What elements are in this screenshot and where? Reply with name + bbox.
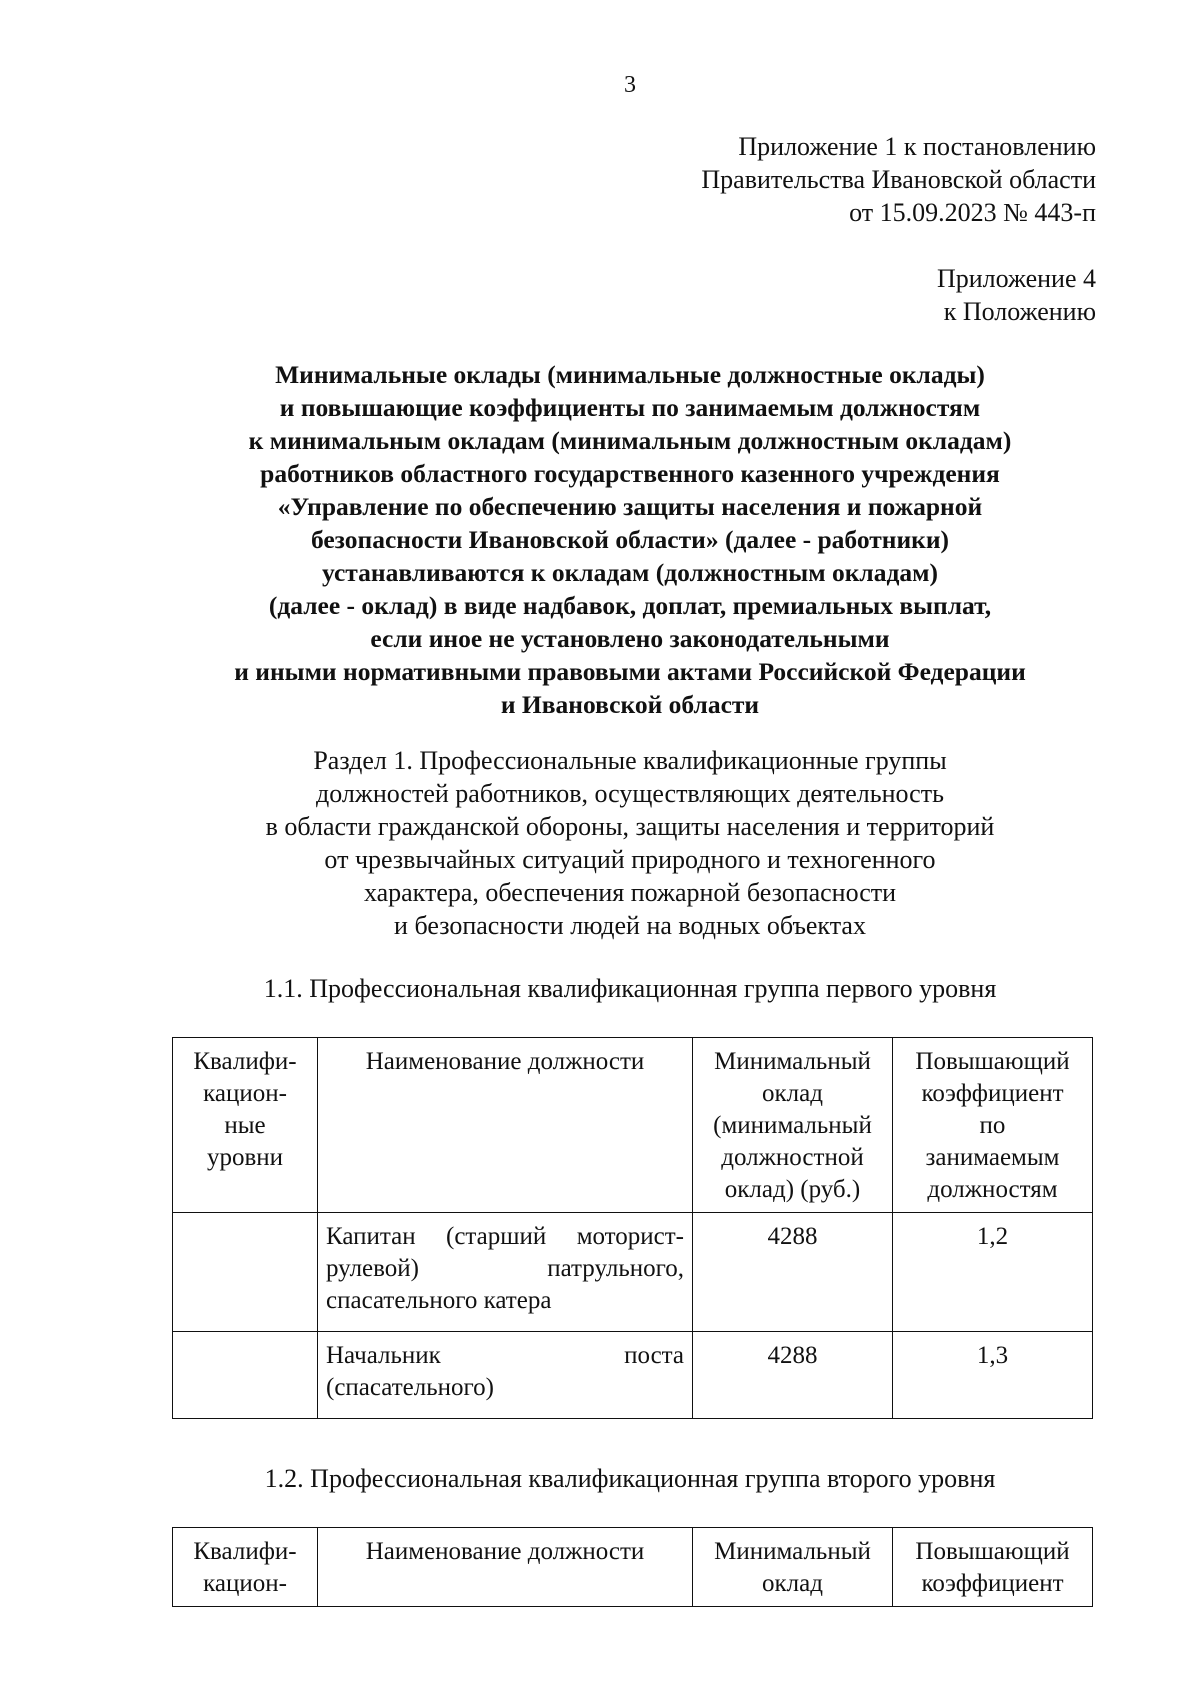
header-text: занимаемым	[925, 1144, 1060, 1171]
header-position	[318, 1528, 693, 1607]
table-row	[173, 1332, 1093, 1419]
title-line: работников областного государственного казенного учреждения	[260, 459, 1000, 488]
title-line: к минимальным окладам (минимальным должностным окладам)	[248, 426, 1012, 455]
header-text: по	[979, 1112, 1006, 1139]
appendix-1-reference	[701, 130, 1096, 229]
header-text: Минимальный	[714, 1538, 871, 1565]
position-word: Капитан	[326, 1223, 416, 1250]
page-number: 3	[624, 72, 636, 98]
header-text: уровни	[206, 1144, 284, 1171]
header-text: (минимальный	[713, 1112, 872, 1139]
group-1-1-table	[172, 1037, 1093, 1419]
position-word: моторист-	[576, 1223, 684, 1250]
appendix-4-line: к Положению	[943, 297, 1096, 326]
title-line: и Ивановской области	[500, 690, 760, 719]
position-word: патрульного,	[547, 1255, 684, 1282]
section-line: и безопасности людей на водных объектах	[394, 911, 866, 940]
level-cell	[173, 1213, 318, 1332]
group-1-2-heading: 1.2. Профессиональная квалификационная группа второго уровня	[264, 1464, 996, 1493]
title-line: если иное не установлено законодательными	[370, 624, 890, 653]
section-line: Раздел 1. Профессиональные квалификационные группы	[313, 746, 947, 775]
header-position	[318, 1038, 693, 1213]
section-line: в области гражданской обороны, защиты населения и территорий	[265, 812, 995, 841]
title-line: и иными нормативными правовыми актами Российской Федерации	[234, 657, 1026, 686]
group-1-2-table	[172, 1527, 1093, 1607]
document-title	[150, 358, 1110, 721]
header-coefficient	[893, 1038, 1093, 1213]
section-line: от чрезвычайных ситуаций природного и техногенного	[324, 845, 936, 874]
title-line: Минимальные оклады (минимальные должностные оклады)	[275, 360, 985, 389]
header-text: Повышающий	[915, 1538, 1070, 1565]
header-text: ные	[224, 1112, 266, 1139]
position-line	[326, 1340, 684, 1372]
position-line	[326, 1221, 684, 1253]
header-salary	[693, 1528, 893, 1607]
position-line: спасательного катера	[326, 1287, 552, 1314]
header-text: должностям	[927, 1176, 1058, 1203]
section-line: характера, обеспечения пожарной безопасности	[363, 878, 897, 907]
table-row	[173, 1213, 1093, 1332]
position-cell	[318, 1213, 693, 1332]
title-line: «Управление по обеспечению защиты населения и пожарной	[277, 492, 983, 521]
header-text: должностной	[721, 1144, 864, 1171]
table-header-row	[173, 1038, 1093, 1213]
header-text: кацион-	[203, 1570, 287, 1597]
salary-cell: 4288	[693, 1332, 893, 1419]
appendix-1-line: Правительства Ивановской области	[701, 165, 1096, 194]
header-text: Наименование должности	[365, 1048, 645, 1075]
header-levels	[173, 1528, 318, 1607]
header-text: оклад) (руб.)	[724, 1176, 861, 1203]
coefficient-cell: 1,2	[893, 1213, 1093, 1332]
header-text: оклад	[762, 1570, 823, 1597]
section-line: должностей работников, осуществляющих деятельность	[316, 779, 944, 808]
appendix-4-line: Приложение 4	[936, 264, 1096, 293]
header-text: кацион-	[203, 1080, 287, 1107]
salary-cell: 4288	[693, 1213, 893, 1332]
header-text: коэффициент	[921, 1080, 1064, 1107]
header-text: Повышающий	[915, 1048, 1070, 1075]
appendix-1-line: Приложение 1 к постановлению	[738, 132, 1096, 161]
title-line: (далее - оклад) в виде надбавок, доплат, премиальных выплат,	[268, 591, 992, 620]
position-cell	[318, 1332, 693, 1419]
title-line: и повышающие коэффициенты по занимаемым должностям	[279, 393, 981, 422]
title-line: безопасности Ивановской области» (далее - работники)	[310, 525, 950, 554]
position-line	[326, 1253, 684, 1285]
header-coefficient	[893, 1528, 1093, 1607]
position-word: (старший	[446, 1223, 547, 1250]
position-word: Начальник	[326, 1342, 441, 1369]
section-1-heading	[150, 744, 1110, 942]
header-text: коэффициент	[921, 1570, 1064, 1597]
header-text: Наименование должности	[365, 1538, 645, 1565]
title-line: устанавливаются к окладам (должностным окладам)	[322, 558, 938, 587]
header-text: оклад	[762, 1080, 823, 1107]
header-levels	[173, 1038, 318, 1213]
position-line: (спасательного)	[326, 1374, 494, 1401]
coefficient-cell: 1,3	[893, 1332, 1093, 1419]
header-salary	[693, 1038, 893, 1213]
appendix-4-reference	[937, 262, 1096, 328]
appendix-1-line: от 15.09.2023 № 443-п	[849, 198, 1096, 227]
header-text: Минимальный	[714, 1048, 871, 1075]
group-1-1-heading: 1.1. Профессиональная квалификационная группа первого уровня	[263, 974, 997, 1003]
position-word: поста	[624, 1342, 684, 1369]
level-cell	[173, 1332, 318, 1419]
table-header-row	[173, 1528, 1093, 1607]
header-text: Квалифи-	[193, 1048, 297, 1075]
position-word: рулевой)	[326, 1255, 419, 1282]
header-text: Квалифи-	[193, 1538, 297, 1565]
